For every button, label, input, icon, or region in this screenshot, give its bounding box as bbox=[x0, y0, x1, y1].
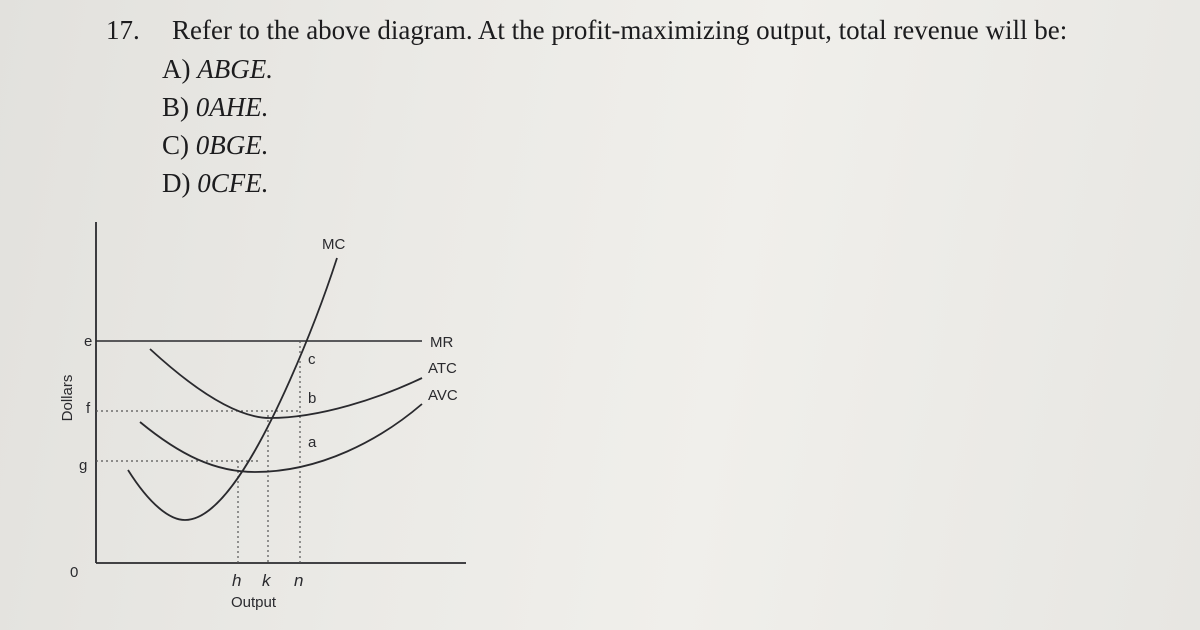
question-number: 17. bbox=[106, 15, 140, 45]
option-text: 0AHE. bbox=[195, 92, 269, 122]
avc-curve bbox=[140, 404, 422, 472]
y-tick-e: e bbox=[84, 333, 93, 350]
question-text: Refer to the above diagram. At the profit-maximizing output, total revenue will be: bbox=[172, 15, 1068, 45]
point-c: c bbox=[308, 351, 316, 368]
atc-label: ATC bbox=[428, 360, 457, 377]
option-letter: D) bbox=[162, 168, 191, 198]
x-tick-h: h bbox=[232, 571, 242, 590]
mc-curve bbox=[128, 258, 337, 520]
point-a: a bbox=[308, 434, 317, 451]
y-tick-f: f bbox=[86, 400, 91, 417]
option-text: ABGE. bbox=[197, 54, 273, 84]
option-letter: C) bbox=[162, 130, 189, 160]
atc-curve bbox=[150, 349, 422, 418]
option-letter: A) bbox=[162, 54, 191, 84]
mc-label: MC bbox=[322, 236, 346, 253]
option-text: 0BGE. bbox=[195, 130, 269, 160]
x-axis-title: Output bbox=[231, 594, 277, 611]
option-text: 0CFE. bbox=[197, 168, 269, 198]
y-tick-g: g bbox=[79, 457, 88, 474]
y-axis-title: Dollars bbox=[59, 374, 76, 422]
x-tick-n: n bbox=[294, 571, 304, 590]
point-b: b bbox=[308, 390, 317, 407]
origin-label: 0 bbox=[70, 564, 79, 581]
avc-label: AVC bbox=[428, 387, 458, 404]
x-tick-k: k bbox=[262, 571, 271, 590]
mr-label: MR bbox=[430, 334, 454, 351]
option-letter: B) bbox=[162, 92, 189, 122]
